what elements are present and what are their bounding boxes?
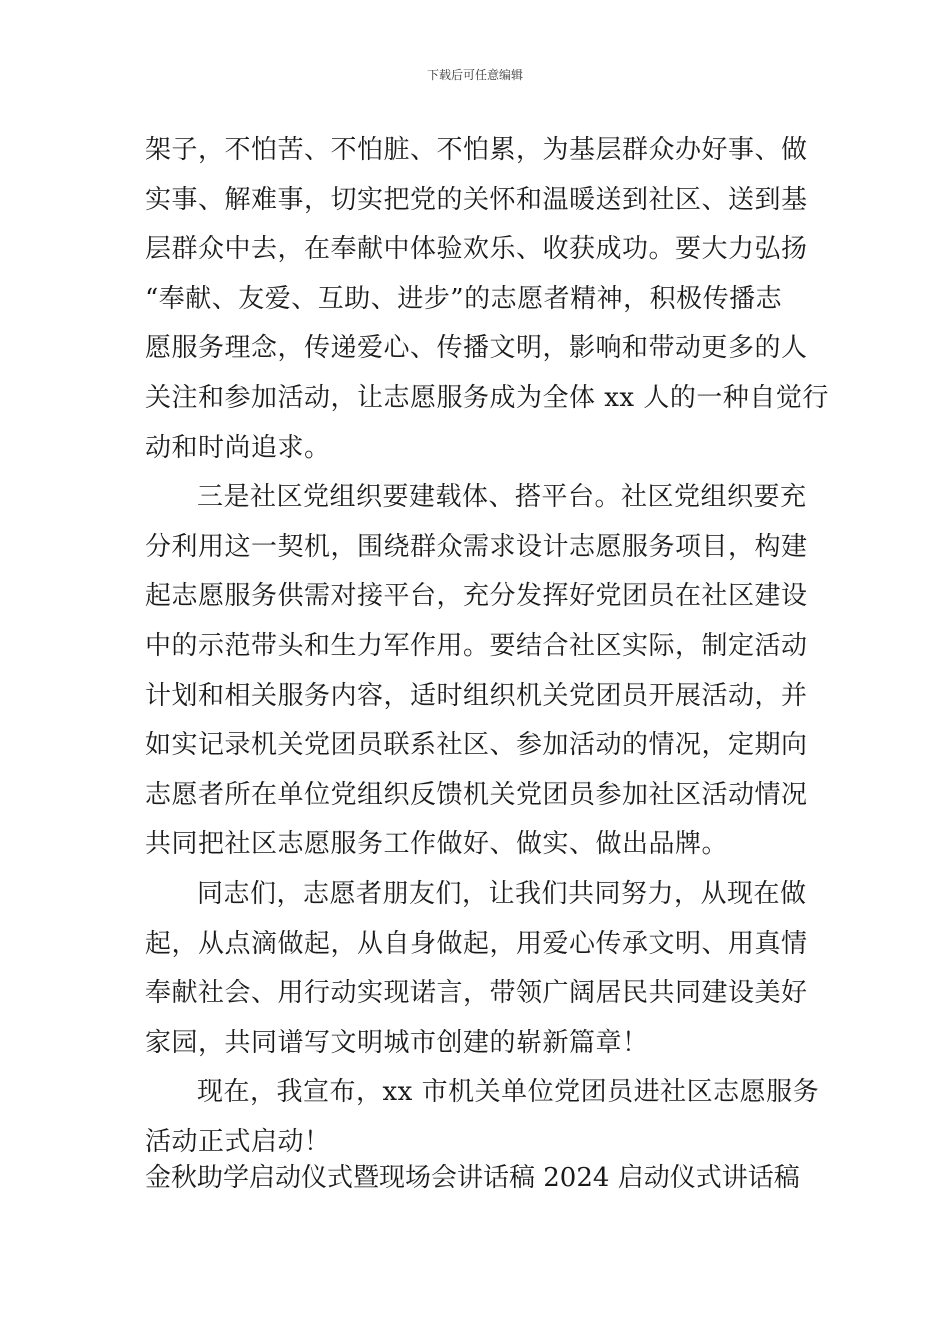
paragraph-start-line: 现在，我宣布，xx 市机关单位党团员进社区志愿服务: [197, 1077, 820, 1108]
page-header: 下载后可任意编辑: [426, 68, 523, 82]
text-line: 愿服务理念，传递爱心、传播文明，影响和带动更多的人: [145, 333, 808, 364]
text-line: 层群众中去，在奉献中体验欢乐、收获成功。要大力弘扬: [145, 234, 808, 265]
text-line: 家园，共同谱写文明城市创建的崭新篇章！: [145, 1027, 649, 1058]
paragraph-start-line: 同志们，志愿者朋友们，让我们共同努力，从现在做: [197, 878, 807, 909]
text-line: 共同把社区志愿服务工作做好、做实、做出品牌。: [145, 829, 729, 860]
paragraph-start-line: 三是社区党组织要建载体、搭平台。社区党组织要充: [197, 482, 807, 513]
text-line: 计划和相关服务内容，适时组织机关党团员开展活动，并: [145, 680, 808, 711]
text-line: “奉献、友爱、互助、进步”的志愿者精神，积极传播志: [145, 283, 783, 314]
text-line: 活动正式启动！: [145, 1126, 331, 1157]
text-line: 起，从点滴做起，从自身做起，用爱心传承文明、用真情: [145, 928, 808, 959]
text-line: 架子，不怕苦、不怕脏、不怕累，为基层群众办好事、做: [145, 135, 808, 165]
text-line: 分利用这一契机，围绕群众需求设计志愿服务项目，构建: [145, 531, 808, 562]
trailing-title-line: 金秋助学启动仪式暨现场会讲话稿 2024 启动仪式讲话稿: [145, 1163, 800, 1193]
text-line: 实事、解难事，切实把党的关怀和温暖送到社区、送到基: [145, 184, 808, 215]
text-line: 中的示范带头和生力军作用。要结合社区实际，制定活动: [145, 630, 808, 661]
text-line: 动和时尚追求。: [145, 432, 331, 463]
text-line: 关注和参加活动，让志愿服务成为全体 xx 人的一种自觉行: [145, 382, 829, 413]
text-line: 志愿者所在单位党组织反馈机关党团员参加社区活动情况: [145, 779, 808, 810]
text-line: 起志愿服务供需对接平台，充分发挥好党团员在社区建设: [145, 581, 808, 612]
text-line: 奉献社会、用行动实现诺言，带领广阔居民共同建设美好: [145, 978, 808, 1009]
document-body: [145, 126, 829, 1167]
text-line: 如实记录机关党团员联系社区、参加活动的情况，定期向: [145, 730, 808, 761]
